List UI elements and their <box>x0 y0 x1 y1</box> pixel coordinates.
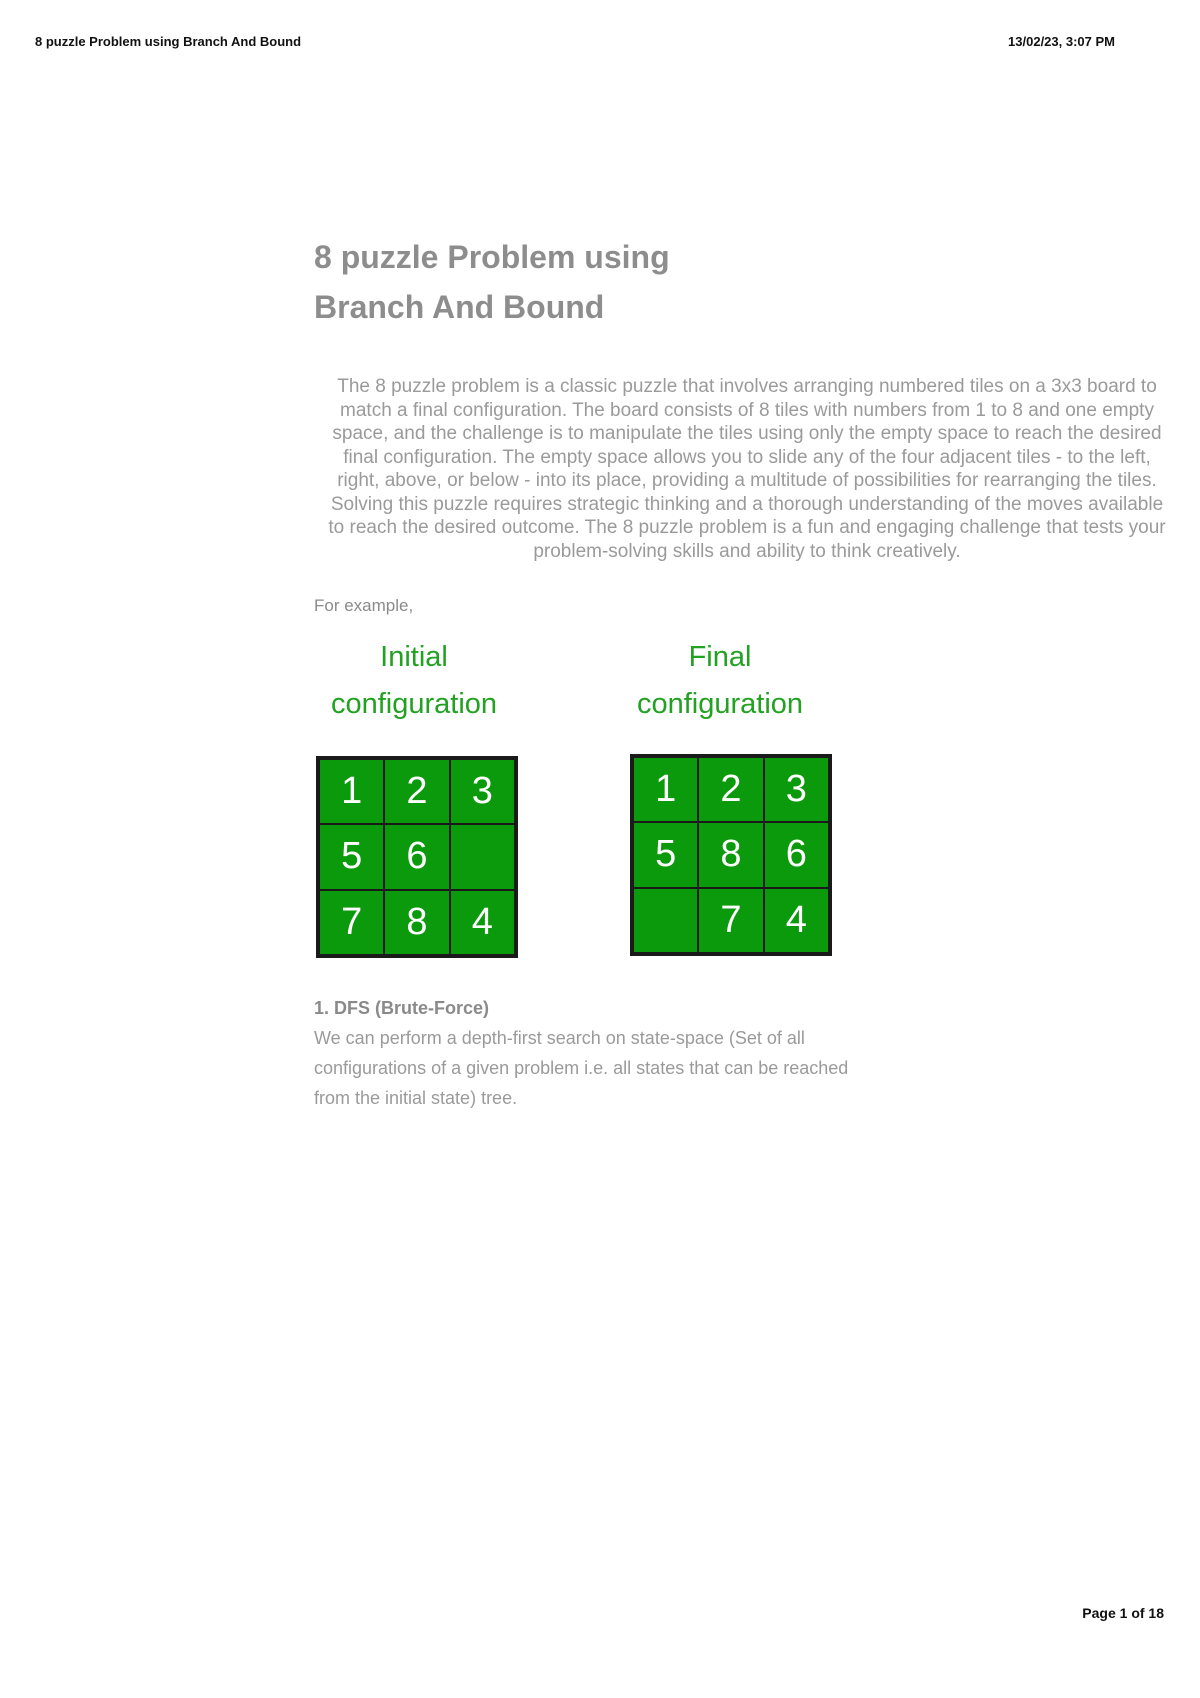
intro-paragraph: The 8 puzzle problem is a classic puzzle that involves arranging numbered tiles on a 3x3 board to match a final configuration. The board consists of 8 tiles with numbers from 1 to 8 and one empty space, and the challenge is to manipulate the tiles using only the empty space to reach the desired final configuration. The empty space allows you to slide any of the four adjacent tiles - to the left, right, above, or below - into its place, providing a multitude of possibilities for rearranging the tiles. Solving this puzzle requires strategic thinking and a thorough understanding of the moves available to reach the desired outcome. The 8 puzzle problem is a fun and engaging challenge that tests your problem-solving skills and ability to think creatively. <box>328 376 1166 562</box>
final-puzzle-grid <box>630 754 832 956</box>
puzzle-figure <box>314 634 874 964</box>
initial-puzzle-grid <box>316 756 518 958</box>
initial-configuration-label <box>314 634 514 728</box>
header-timestamp: 13/02/23, 3:07 PM <box>1008 34 1115 49</box>
puzzle-tile: 4 <box>450 890 515 955</box>
final-label-line-1: Final <box>688 641 752 673</box>
initial-label-line-2: configuration <box>330 688 498 720</box>
page-title-line-1: 8 puzzle Problem using <box>314 239 670 275</box>
puzzle-tile: 5 <box>319 824 384 889</box>
section-body-dfs: We can perform a depth-first search on state-space (Set of all configurations of a given problem i.e. all states that can be reached from the initial state) tree. <box>314 1028 849 1108</box>
puzzle-tile: 3 <box>450 759 515 824</box>
puzzle-tile-empty <box>450 824 515 889</box>
puzzle-tile: 1 <box>319 759 384 824</box>
puzzle-tile: 8 <box>384 890 449 955</box>
puzzle-tile: 1 <box>633 757 698 822</box>
puzzle-tile: 2 <box>384 759 449 824</box>
puzzle-tile: 3 <box>764 757 829 822</box>
puzzle-tile: 4 <box>764 888 829 953</box>
for-example-text: For example, <box>314 596 414 615</box>
final-label-line-2: configuration <box>636 688 804 720</box>
page-number: Page 1 of 18 <box>1082 1605 1164 1621</box>
final-configuration-label <box>620 634 820 728</box>
puzzle-tile-empty <box>633 888 698 953</box>
puzzle-tile: 8 <box>698 822 763 887</box>
puzzle-tile: 7 <box>698 888 763 953</box>
puzzle-tile: 2 <box>698 757 763 822</box>
header-document-title: 8 puzzle Problem using Branch And Bound <box>35 34 302 49</box>
page-title <box>314 232 1014 332</box>
puzzle-tile: 5 <box>633 822 698 887</box>
section-heading-dfs: 1. DFS (Brute-Force) <box>314 998 490 1018</box>
initial-label-line-1: Initial <box>380 641 448 673</box>
puzzle-tile: 6 <box>764 822 829 887</box>
page-title-line-2: Branch And Bound <box>314 289 605 325</box>
puzzle-tile: 6 <box>384 824 449 889</box>
print-header <box>35 34 1165 54</box>
puzzle-tile: 7 <box>319 890 384 955</box>
